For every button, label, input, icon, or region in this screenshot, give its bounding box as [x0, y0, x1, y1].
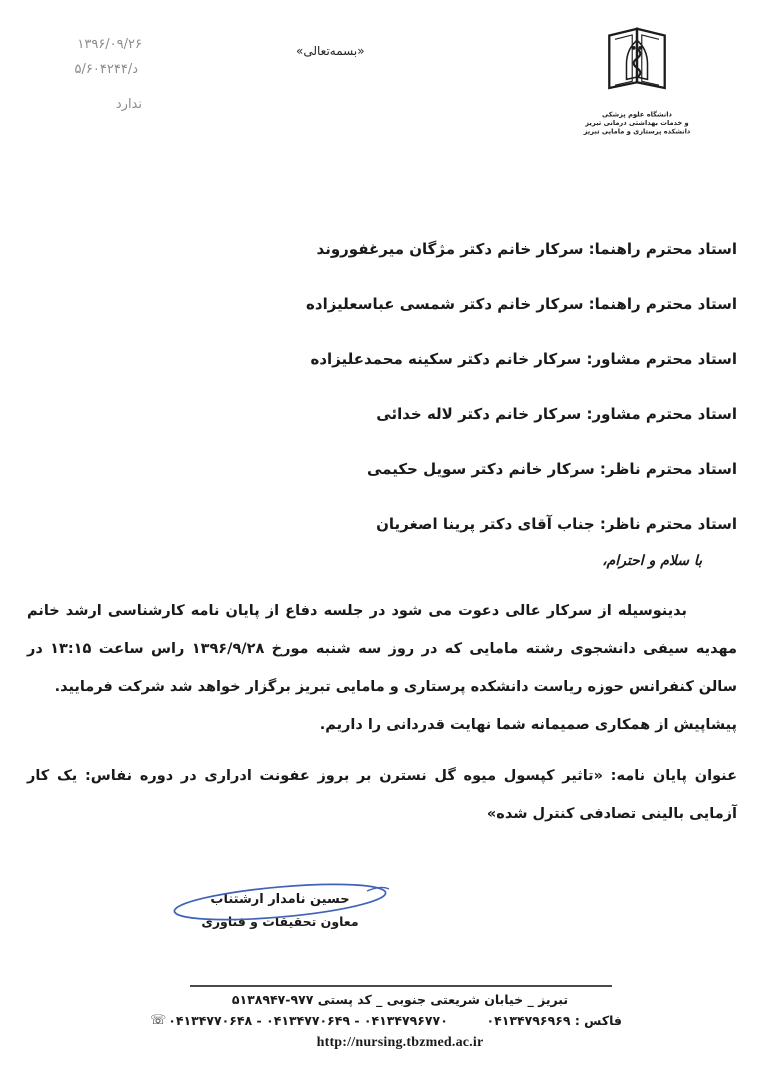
recipient-list: [27, 222, 737, 552]
signer-name: حسین نامدار ارشتناب: [210, 892, 350, 907]
university-logo: [570, 24, 704, 137]
logo-text-line2: و خدمات بهداشتی درمانی تبریز: [585, 119, 689, 127]
recipient-line: استاد محترم مشاور: سرکار خانم دکتر سکینه محمدعلیزاده: [310, 350, 737, 368]
footer-address: تبریز _ خیابان شریعتی جنوبی _ کد پستی ۵۱۳۸۹۴۷-۹۷۷: [231, 992, 569, 1007]
open-book-emblem-icon: [570, 24, 704, 110]
letter-attachment: ندارد: [115, 97, 142, 112]
recipient-line: استاد محترم مشاور: سرکار خانم دکتر لاله خدائی: [376, 405, 737, 423]
signature-block: [160, 880, 400, 929]
thesis-title-paragraph: عنوان پایان نامه: «تاثیر کپسول میوه گل نسترن بر بروز عفونت ادراری در دوره نفاس: یک کار آزمایی بالینی تصادفی کنترل شده»: [27, 768, 737, 822]
fax-field: [487, 1013, 622, 1028]
fax-label: فاکس :: [574, 1013, 622, 1028]
phone-icon: ☏: [150, 1013, 167, 1028]
footer-phone-line: [150, 1013, 622, 1028]
letter-body: [27, 592, 737, 833]
letter-number: ۵/د/۶۰۴۲۴۴: [74, 62, 138, 77]
logo-text-line1: دانشگاه علوم پزشکی: [602, 110, 672, 119]
website-url: http://nursing.tbzmed.ac.ir: [316, 1035, 484, 1050]
recipient-line: استاد محترم راهنما: سرکار خانم دکتر شمسی عباسعلیزاده: [306, 295, 737, 313]
logo-text-line3: دانشکده پرستاری و مامایی تبریز: [583, 127, 691, 136]
fax-number: ۰۴۱۳۴۷۹۶۹۶۹: [486, 1013, 571, 1028]
phone-field: [150, 1013, 448, 1028]
postal-code: ۵۱۳۸۹۴۷-۹۷۷: [231, 992, 314, 1007]
salutation-text: با سلام و احترام،: [602, 553, 702, 569]
invitation-paragraph: بدینوسیله از سرکار عالی دعوت می شود در جلسه دفاع از پایان نامه کارشناسی ارشد خانم مهدیه سیفی دانشجوی رشته مامایی که در روز سه شنبه مورخ ۱۳۹۶/۹/۲۸ راس ساعت ۱۳:۱۵ در سالن کنفرانس حوزه ریاست دانشکده پرستاری و مامایی تبریز برگزار خواهد شد شرکت فرمایید.: [27, 603, 737, 695]
thanks-paragraph: پیشاپیش از همکاری صمیمانه شما نهایت قدردانی را داریم.: [319, 717, 737, 733]
besmele-text: «بسمه‌تعالی»: [296, 44, 365, 58]
recipient-line: استاد محترم راهنما: سرکار خانم دکتر مژگان میرغفوروند: [316, 240, 737, 258]
signer-title: معاون تحقیقات و فناوری: [201, 914, 359, 929]
recipient-line: استاد محترم ناظر: جناب آقای دکتر پرینا اصغریان: [376, 515, 737, 533]
letter-date: ۱۳۹۶/۰۹/۲۶: [77, 37, 142, 52]
footer-divider: [190, 985, 612, 987]
recipient-line: استاد محترم ناظر: سرکار خانم دکتر سویل حکیمی: [366, 460, 737, 478]
phone-numbers: ۰۴۱۳۴۷۷۰۶۴۸ - ۰۴۱۳۴۷۷۰۶۴۹ - ۰۴۱۳۴۷۹۶۷۷۰: [168, 1013, 448, 1028]
